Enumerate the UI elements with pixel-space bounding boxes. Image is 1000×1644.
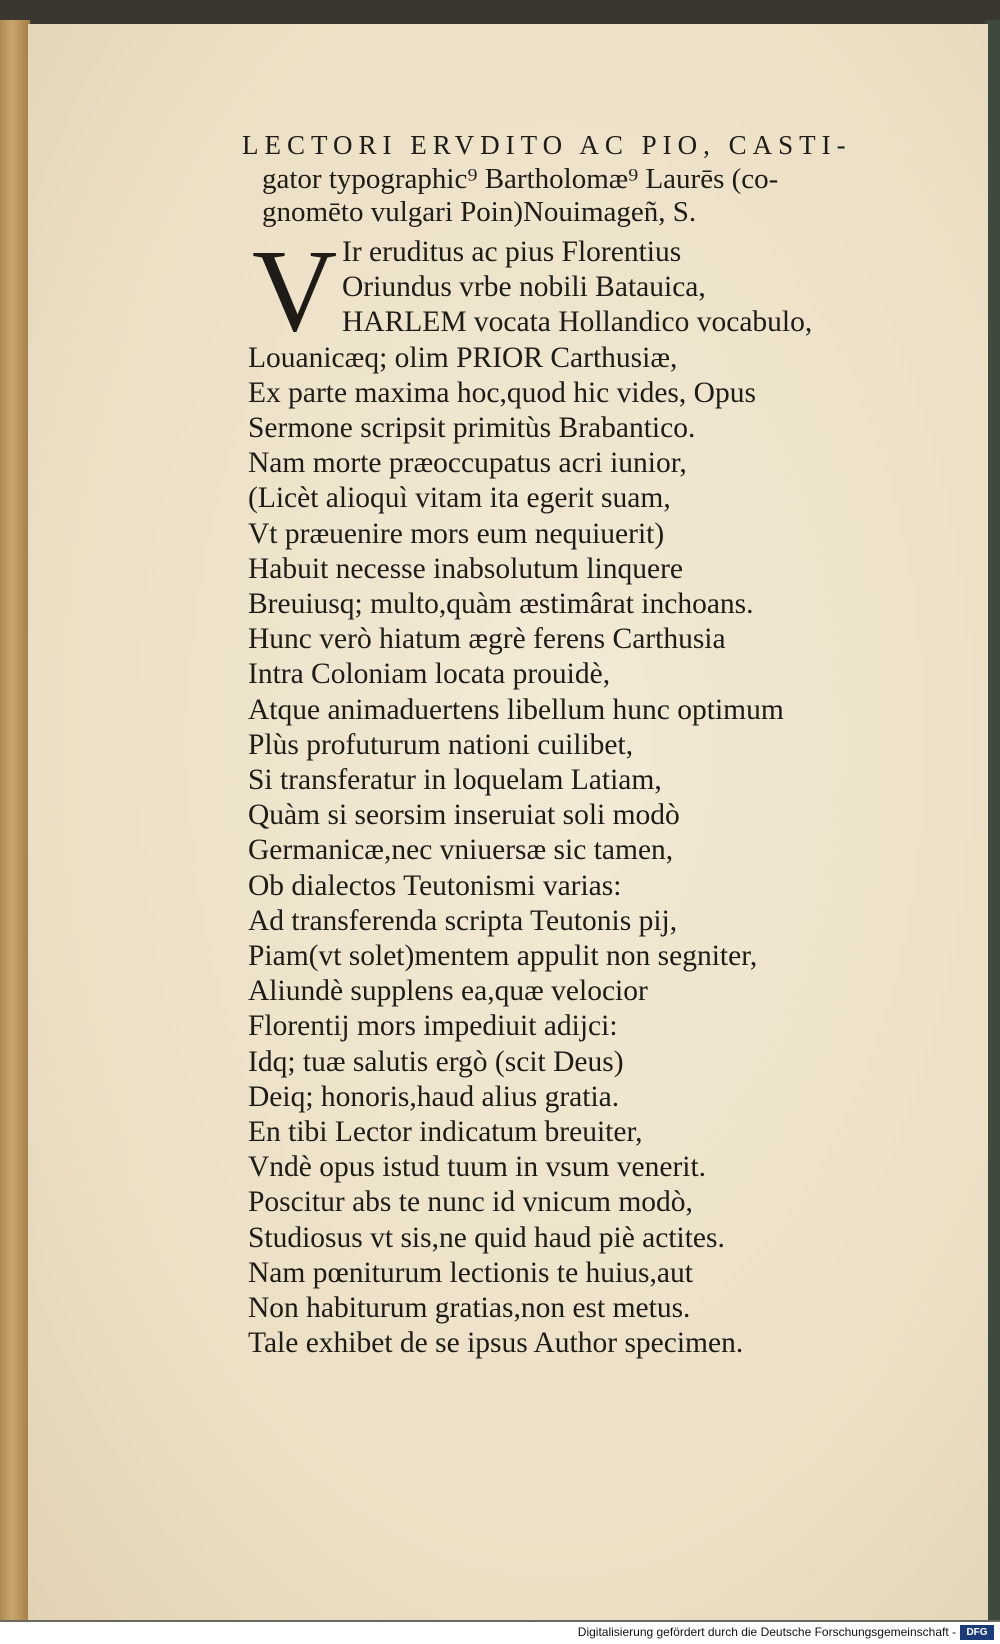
poem-line: Ir eruditus ac pius Florentius [342,236,682,268]
poem-line: Intra Coloniam locata prouidè, [248,658,611,691]
poem-line: Ad transferenda scripta Teutonis pij, [248,904,678,937]
drop-cap: V [252,225,338,356]
poem-line: Vndè opus istud tuum in vsum venerit. [248,1151,707,1184]
page-heading: LECTORI ERVDITO AC PIO, CASTI- [242,130,852,160]
poem-line: Atque animaduertens libellum hunc optimum [248,693,784,726]
poem-line: Quàm si seorsim inseruiat soli modò [248,799,680,832]
poem-line: Breuiusq; multo,quàm æstimârat inchoans. [248,588,754,621]
poem-line: Si transferatur in loquelam Latiam, [248,764,662,797]
poem-line: Sermone scripsit primitùs Brabantico. [248,412,696,445]
poem-line: Idq; tuæ salutis ergò (scit Deus) [248,1045,624,1078]
poem-line: Ex parte maxima hoc,quod hic vides, Opus [248,376,756,409]
poem-line: Hunc verò hiatum ægrè ferens Carthusia [248,623,726,656]
dfg-logo: DFG [960,1625,994,1640]
page-text [242,130,942,1362]
subheading-line: gnomēto vulgari Poin)Nouimageñ, S. [262,196,697,228]
poem-line: Florentij mors impediuit adijci: [248,1010,618,1043]
binding-left [0,20,30,1620]
poem-line: Non habiturum gratias,non est metus. [248,1292,691,1325]
poem-line: Nam pœniturum lectionis te huius,aut [248,1256,693,1289]
poem-line: Habuit necesse inabsolutum linquere [248,552,684,585]
poem [242,225,942,1362]
poem-line: Germanicæ,nec vniuersæ sic tamen, [248,834,674,867]
poem-line: Nam morte præoccupatus acri iunior, [248,447,687,480]
binding-top [0,0,1000,26]
funding-note: Digitalisierung gefördert durch die Deutsche Forschungsgemeinschaft - [577,1625,956,1639]
poem-line: Louanicæq; olim PRIOR Carthusiæ, [248,341,678,374]
poem-line: HARLEM vocata Hollandico vocabulo, [342,306,813,339]
poem-line: En tibi Lector indicatum breuiter, [248,1116,643,1149]
poem-line: Deiq; honoris,haud alius gratia. [248,1080,620,1113]
poem-line: Vt præuenire mors eum nequiuerit) [248,517,665,550]
poem-line: Ob dialectos Teutonismi varias: [248,869,622,902]
poem-line: (Licèt alioquì vitam ita egerit suam, [248,482,671,515]
footer-bar [0,1622,1000,1644]
poem-line: Poscitur abs te nunc id vnicum modò, [248,1186,693,1219]
poem-line: Studiosus vt sis,ne quid haud piè actites. [248,1221,725,1254]
poem-line: Plùs profuturum nationi cuilibet, [248,728,634,761]
subheading-line: gator typographic⁹ Bartholomæ⁹ Laurēs (co- [262,163,779,195]
poem-line: Aliundè supplens ea,quæ velocior [248,975,648,1008]
poem-line: Piam(vt solet)mentem appulit non segniter, [248,940,758,973]
poem-line: Tale exhibet de se ipsus Author specimen. [248,1327,744,1360]
poem-line: Oriundus vrbe nobili Batauica, [342,271,706,304]
